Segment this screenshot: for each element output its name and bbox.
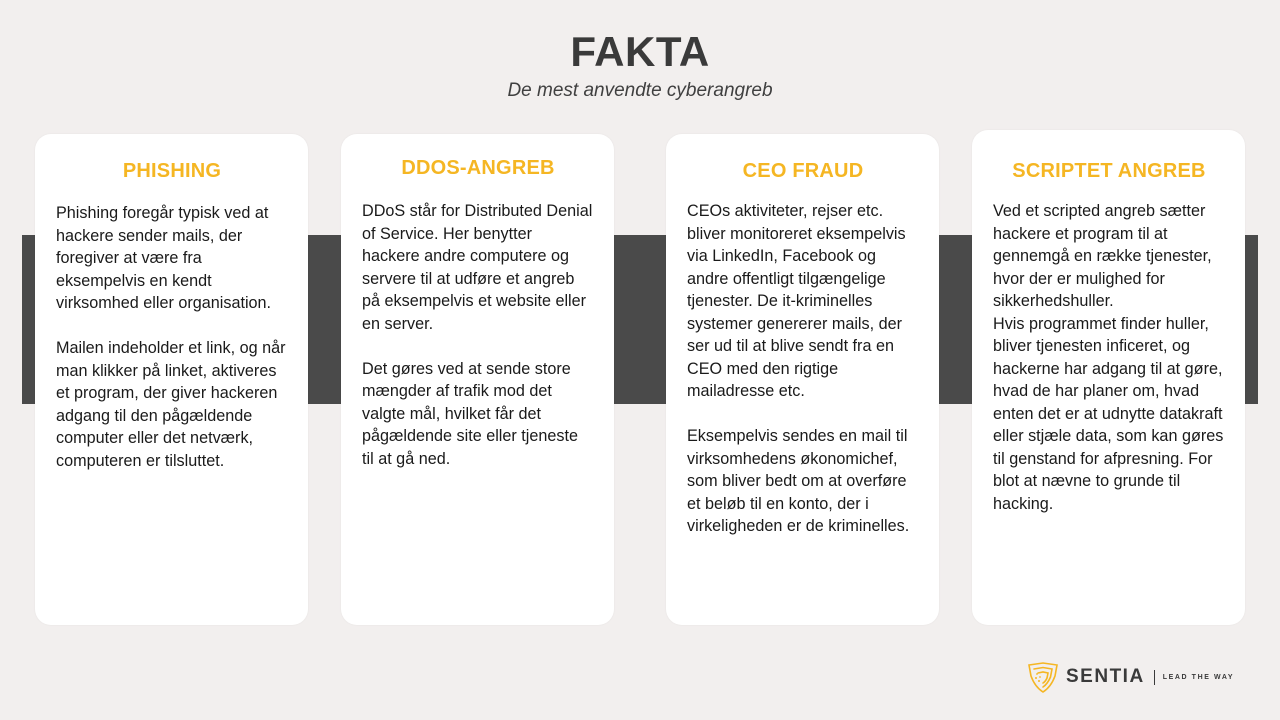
page-title: FAKTA xyxy=(570,28,710,75)
card-title: SCRIPTET ANGREB xyxy=(1012,160,1206,182)
logo-separator xyxy=(1154,670,1155,685)
sentia-shield-icon xyxy=(1026,660,1060,694)
card-title: CEO FRAUD xyxy=(742,160,864,182)
sentia-logo xyxy=(1026,660,1234,694)
card-phishing xyxy=(35,134,308,625)
card-paragraph: Det gøres ved at sende store mængder af trafik mod det valgte mål, hvilket får det pågældende site eller tjeneste til at gå ned. xyxy=(362,359,578,468)
card-ddos xyxy=(341,134,614,625)
logo-tagline: LEAD THE WAY xyxy=(1162,673,1235,681)
logo-name: SENTIA xyxy=(1066,666,1145,687)
card-paragraph: Phishing foregår typisk ved at hackere sender mails, der foregiver at være fra eksempelvis en kendt virksomhed eller organisation. xyxy=(56,204,272,312)
card-paragraph: Eksempelvis sendes en mail til virksomhedens økonomichef, som bliver bedt om at overføre et beløb til en konto, der i virkeligheden er de kriminelles. xyxy=(687,427,910,535)
card-ceo-fraud xyxy=(666,134,939,625)
card-scripted-attack xyxy=(972,130,1245,625)
card-paragraph: DDoS står for Distributed Denial of Service. Her benytter hackere andre computere og servere til at udføre et angreb på eksempelvis et website eller en server. xyxy=(362,202,593,333)
card-paragraph: CEOs aktiviteter, rejser etc. bliver monitoreret eksempelvis via LinkedIn, Facebook og andre offentligt tilgængelige tjenester. De it-kriminelles systemer genererer mails, der ser ud til at blive sendt fra en CEO med den rigtige mailadresse etc. xyxy=(687,202,906,400)
card-paragraph: Ved et scripted angreb sætter hackere et program til at gennemgå en række tjenester, hvor der er mulighed for sikkerhedshuller. xyxy=(993,202,1212,310)
card-paragraph: Mailen indeholder et link, og når man klikker på linket, aktiveres et program, der giver hackeren adgang til den pågældende computer eller det netværk, computeren er tilsluttet. xyxy=(56,339,286,470)
card-text xyxy=(993,200,1225,515)
card-title: PHISHING xyxy=(122,160,222,182)
card-text xyxy=(687,200,919,538)
card-paragraph: Hvis programmet finder huller, bliver tjenesten inficeret, og hackerne har adgang til at gøre, hvad de har planer om, hvad enten det er at udnytte datakraft eller stjæle data, som kan gøres til genstand for afpresning. For blot at nævne to grunde til hacking. xyxy=(993,314,1224,513)
card-text xyxy=(362,200,594,470)
page-subtitle: De mest anvendte cyberangreb xyxy=(507,80,773,101)
card-text xyxy=(56,202,288,472)
card-title: DDOS-ANGREB xyxy=(401,157,555,179)
